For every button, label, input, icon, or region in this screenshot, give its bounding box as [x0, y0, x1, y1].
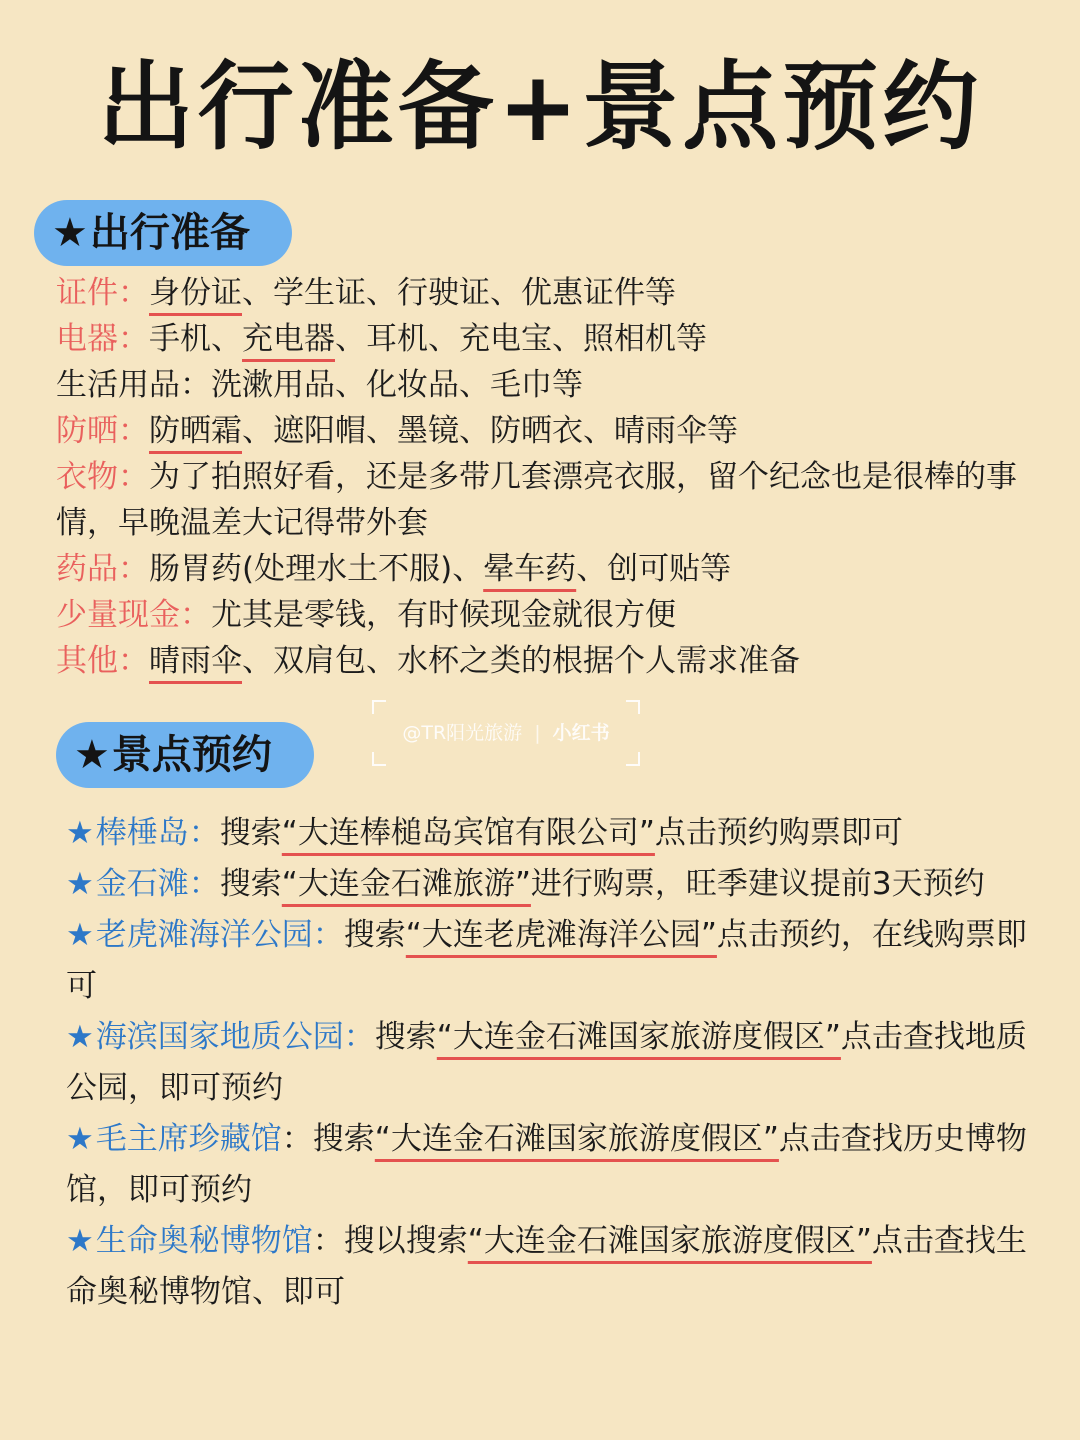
star-icon: ★: [74, 732, 110, 778]
watermark-separator: |: [534, 722, 541, 744]
booking-place: 海滨国家地质公园：: [95, 1019, 375, 1055]
prep-item-daily-goods: [56, 362, 1046, 408]
booking-place: 老虎滩海洋公园：: [95, 917, 344, 953]
booking-text: 搜索: [219, 866, 282, 902]
watermark-handle: @TR阳光旅游: [402, 722, 523, 744]
prep-text: 肠胃药(处理水土不服)、: [149, 551, 484, 587]
star-icon: ★: [66, 815, 94, 851]
star-icon: ★: [66, 1121, 94, 1157]
prep-label: 生活用品：: [56, 367, 211, 403]
prep-item-medicine: [56, 546, 1046, 592]
prep-label: 少量现金：: [56, 597, 211, 633]
booking-text: 搜索: [219, 815, 282, 851]
star-icon: ★: [66, 1019, 94, 1055]
booking-text: 进行购票，旺季建议提前3天预约: [530, 866, 985, 902]
prep-text: 、学生证、行驶证、优惠证件等: [242, 275, 676, 311]
booking-text: 搜索: [312, 1121, 375, 1157]
booking-text: 搜以搜索: [343, 1223, 468, 1259]
section-heading-booking: [56, 722, 314, 788]
booking-search-term: “大连金石滩国家旅游度假区”: [467, 1223, 872, 1259]
page-title: 出行准备+景点预约: [97, 51, 983, 163]
booking-item-geopark: [66, 1012, 1041, 1114]
booking-text: 搜索: [343, 917, 406, 953]
booking-text: 点击查找历史博物馆，即可预约: [66, 1121, 1027, 1208]
prep-text: 、耳机、充电宝、照相机等: [335, 321, 707, 357]
prep-text: 、创可贴等: [576, 551, 732, 587]
prep-text: 、双肩包、水杯之类的根据个人需求准备: [242, 643, 800, 679]
prep-list: [56, 270, 1046, 684]
section-heading-prep-label: 出行准备: [89, 210, 250, 256]
star-icon: ★: [66, 917, 94, 953]
prep-highlight: 晴雨伞: [149, 643, 242, 679]
prep-item-cash: [56, 592, 1046, 638]
booking-item-chairman-mao-collection: [66, 1114, 1041, 1216]
booking-item-bangchui-island: [66, 808, 1041, 859]
booking-search-term: “大连老虎滩海洋公园”: [405, 917, 717, 953]
booking-text: 点击预约购票即可: [654, 815, 903, 851]
watermark: [372, 700, 640, 766]
prep-label: 电器：: [56, 321, 149, 357]
booking-item-golden-pebble-beach: [66, 859, 1041, 910]
prep-text: 为了拍照好看，还是多带几套漂亮衣服，留个纪念也是很棒的事情，早晚温差大记得带外套: [56, 459, 1017, 541]
watermark-brand: 小红书: [552, 722, 610, 744]
prep-item-clothes: [56, 454, 1046, 546]
star-icon: ★: [52, 210, 88, 256]
prep-item-documents: [56, 270, 1046, 316]
booking-place: 毛主席珍藏馆: [95, 1121, 282, 1157]
booking-list: [66, 808, 1041, 1318]
booking-search-term: “大连金石滩旅游”: [281, 866, 531, 902]
booking-separator: ：: [281, 1121, 313, 1157]
booking-search-term: “大连金石滩国家旅游度假区”: [374, 1121, 779, 1157]
prep-item-other: [56, 638, 1046, 684]
booking-item-life-mystery-museum: [66, 1216, 1041, 1318]
prep-item-electronics: [56, 316, 1046, 362]
prep-highlight: 防晒霜: [149, 413, 242, 449]
prep-label: 药品：: [56, 551, 149, 587]
section-heading-prep: [34, 200, 292, 266]
prep-label: 其他：: [56, 643, 149, 679]
booking-search-term: “大连棒槌岛宾馆有限公司”: [281, 815, 655, 851]
booking-place: 生命奥秘博物馆: [95, 1223, 313, 1259]
star-icon: ★: [66, 1223, 94, 1259]
booking-text: 点击预约，在线购票即可: [66, 917, 1027, 1004]
booking-search-term: “大连金石滩国家旅游度假区”: [436, 1019, 841, 1055]
prep-text: 、遮阳帽、墨镜、防晒衣、晴雨伞等: [242, 413, 738, 449]
prep-highlight: 充电器: [242, 321, 335, 357]
prep-text: 手机、: [149, 321, 242, 357]
booking-text: 点击查找地质公园，即可预约: [66, 1019, 1027, 1106]
booking-separator: ：: [312, 1223, 344, 1259]
booking-place: 金石滩：: [95, 866, 220, 902]
prep-label: 证件：: [56, 275, 149, 311]
prep-label: 防晒：: [56, 413, 149, 449]
booking-text: 点击查找生命奥秘博物馆、即可: [66, 1223, 1027, 1310]
booking-item-tiger-beach-ocean-park: [66, 910, 1041, 1012]
prep-highlight: 身份证: [149, 275, 242, 311]
prep-item-sun-protection: [56, 408, 1046, 454]
star-icon: ★: [66, 866, 94, 902]
prep-text: 尤其是零钱，有时候现金就很方便: [211, 597, 676, 633]
booking-text: 搜索: [374, 1019, 437, 1055]
booking-place: 棒棰岛：: [95, 815, 220, 851]
prep-highlight: 晕车药: [483, 551, 577, 587]
prep-label: 衣物：: [56, 459, 149, 495]
prep-text: 洗漱用品、化妆品、毛巾等: [211, 367, 583, 403]
section-heading-booking-label: 景点预约: [111, 732, 272, 778]
